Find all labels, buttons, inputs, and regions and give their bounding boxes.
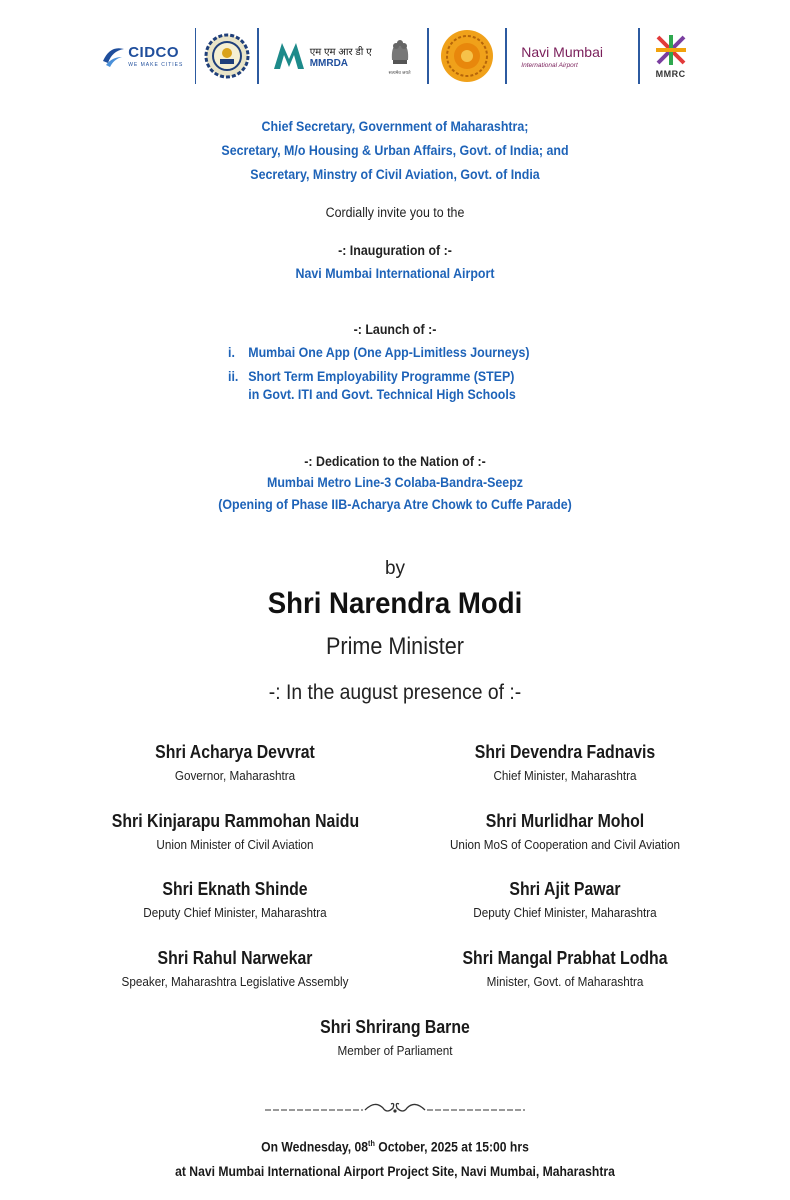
dignitary-name: Shri Eknath Shinde <box>162 879 308 899</box>
dignitary-name: Shri Mangal Prabhat Lodha <box>462 948 668 968</box>
mmrda-name: MMRDA <box>309 57 349 69</box>
national-emblem <box>378 22 421 90</box>
dignitary-name: Shri Ajit Pawar <box>509 879 621 899</box>
launch-item-number: i. <box>228 345 235 360</box>
dignitary-entry <box>425 946 705 992</box>
event-date <box>40 1139 751 1155</box>
dignitary-name: Shri Murlidhar Mohol <box>485 811 645 831</box>
cidco-logo <box>95 22 189 90</box>
dignitary-name: Shri Rahul Narwekar <box>157 948 313 968</box>
dignitary-entry <box>95 809 375 855</box>
by-text: by <box>384 558 406 579</box>
dignitary-name: Shri Acharya Devvrat <box>155 742 315 762</box>
launch-item <box>228 368 614 386</box>
dedication-line-2: (Opening of Phase IIB-Acharya Atre Chowk to Cuffe Parade) <box>218 497 572 512</box>
event-date-suffix: October, 2025 at 15:00 hrs <box>374 1139 529 1155</box>
mmrc-star-icon <box>654 33 688 67</box>
event-date-prefix: On Wednesday, 08 <box>261 1139 369 1155</box>
dignitary-name: Shri Shrirang Barne <box>320 1017 470 1037</box>
launch-item-continuation <box>228 386 614 404</box>
maharashtra-seal-logo <box>435 22 499 90</box>
nmia-logo <box>513 22 632 90</box>
dignitary-entry <box>95 946 375 992</box>
dedication-line-1: Mumbai Metro Line-3 Colaba-Bandra-Seepz <box>266 475 524 490</box>
logo-divider <box>505 28 507 84</box>
institute-seal-logo <box>202 22 251 90</box>
dignitary-role: Deputy Chief Minister, Maharashtra <box>473 905 657 920</box>
cidco-tagline: WE MAKE CITIES <box>128 62 184 68</box>
launch-item-number: ii. <box>228 369 239 384</box>
emblem-caption: सत्यमेव जयते <box>388 70 411 75</box>
dignitary-role: Minister, Govt. of Maharashtra <box>486 974 644 989</box>
ashoka-emblem-icon <box>387 36 413 70</box>
gear-seal-icon <box>204 33 250 79</box>
dignitary-entry <box>95 740 375 786</box>
dedication-heading: -: Dedication to the Nation of :- <box>304 454 486 469</box>
logo-divider <box>638 28 640 84</box>
dignitary-entry <box>425 740 705 786</box>
dignitary-role: Deputy Chief Minister, Maharashtra <box>143 905 327 920</box>
dignitary-entry <box>95 877 375 923</box>
logo-divider <box>257 28 259 84</box>
dignitary-role: Union MoS of Cooperation and Civil Aviation <box>449 837 681 852</box>
dignitary-role: Governor, Maharashtra <box>174 768 296 783</box>
invite-text: Cordially invite you to the <box>325 205 465 220</box>
mmrda-logo <box>265 22 378 90</box>
dignitary-role: Union Minister of Civil Aviation <box>156 837 314 852</box>
chief-guest-name: Shri Narendra Modi <box>267 587 523 620</box>
dignitary-role: Member of Parliament <box>337 1043 453 1058</box>
launch-item <box>228 344 614 362</box>
dignitary-entry <box>425 877 705 923</box>
dignitary-role: Chief Minister, Maharashtra <box>493 768 637 783</box>
mmrda-m-icon <box>272 41 306 71</box>
mmrc-logo <box>646 22 695 90</box>
host-line-1: Chief Secretary, Government of Maharashtra; <box>261 119 529 134</box>
logo-divider <box>195 28 197 84</box>
event-venue: at Navi Mumbai International Airport Project Site, Navi Mumbai, Maharashtra <box>175 1164 615 1179</box>
cidco-swoosh-icon <box>100 43 126 69</box>
chief-guest-title: Prime Minister <box>325 633 465 660</box>
maharashtra-seal-icon <box>439 28 495 84</box>
host-line-2: Secretary, M/o Housing & Urban Affairs, Govt. of India; and <box>221 143 569 158</box>
host-line-3: Secretary, Minstry of Civil Aviation, Govt. of India <box>250 167 540 182</box>
ornamental-divider <box>265 1098 525 1118</box>
mmrda-hindi-name: एम एम आर डी ए <box>309 46 372 58</box>
logo-strip <box>95 22 695 90</box>
nmia-title: Navi Mumbai <box>521 43 603 60</box>
dignitary-role: Speaker, Maharashtra Legislative Assembly <box>121 974 349 989</box>
dignitary-name: Shri Devendra Fadnavis <box>474 742 656 762</box>
dignitary-name: Shri Kinjarapu Rammohan Naidu <box>111 811 360 831</box>
launch-list <box>228 344 648 404</box>
nmia-subtitle: International Airport <box>521 61 578 69</box>
inauguration-heading: -: Inauguration of :- <box>338 243 452 258</box>
presence-heading: -: In the august presence of :- <box>268 681 522 704</box>
launch-item-text: Mumbai One App (One App-Limitless Journeys) <box>248 345 530 360</box>
launch-item-text: in Govt. ITI and Govt. Technical High Schools <box>248 387 516 402</box>
dignitary-entry <box>255 1015 535 1061</box>
dignitary-entry <box>425 809 705 855</box>
launch-heading: -: Launch of :- <box>353 322 437 337</box>
cidco-wordmark: CIDCO <box>128 44 180 61</box>
launch-item-text: Short Term Employability Programme (STEP) <box>248 369 515 384</box>
inauguration-item: Navi Mumbai International Airport <box>295 266 495 281</box>
event-date-ordinal: th <box>368 1139 375 1148</box>
mmrc-wordmark: MMRC <box>655 69 686 79</box>
logo-divider <box>427 28 429 84</box>
